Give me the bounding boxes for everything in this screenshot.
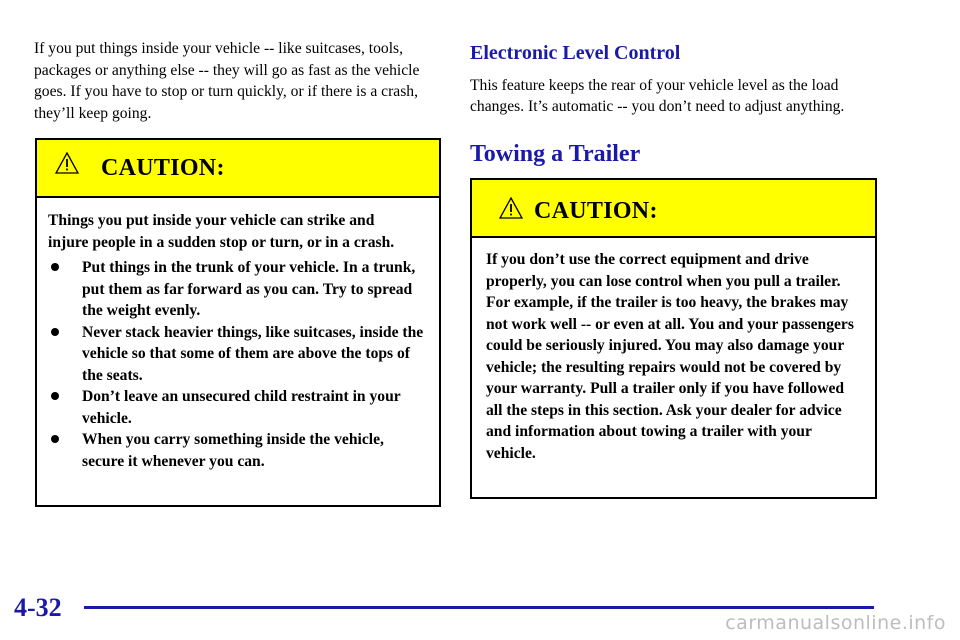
caution-bullet [48, 322, 429, 387]
caution-bullet-text: Don’t leave an unsecured child restraint in your vehicle. [82, 388, 401, 427]
caution-bullet-text: Put things in the trunk of your vehicle. In a trunk, put them as far forward as you can. Try to spread the weight evenly. [82, 259, 416, 319]
footer-divider [84, 606, 874, 609]
electronic-level-control-text: This feature keeps the rear of your vehicle level as the load changes. It’s automatic -- you don’t need to adjust anything. [470, 77, 845, 115]
section-heading-electronic-level-control: Electronic Level Control [470, 42, 681, 64]
caution-body [37, 198, 439, 472]
caution-bullet-text: Never stack heavier things, like suitcases, inside the vehicle so that some of them are above the tops of the seats. [82, 323, 424, 384]
bullet-icon [51, 328, 59, 336]
warning-triangle-icon [55, 152, 79, 174]
left-column [34, 38, 442, 124]
watermark: carmanualsonline.info [725, 612, 946, 634]
caution-bullet [48, 257, 429, 322]
towing-caution-box [470, 178, 877, 499]
caution-bullet [48, 429, 429, 472]
right-column [470, 42, 880, 117]
bullet-icon [51, 263, 59, 271]
intro-paragraph: If you put things inside your vehicle -- like suitcases, tools, packages or anything else -- they will go as fast as the vehicle goes. If you have to stop or turn quickly, or if there is a crash, they’ll keep going. [34, 40, 420, 122]
bullet-icon [51, 435, 59, 443]
warning-triangle-icon [499, 197, 523, 219]
caution-bullet-text: When you carry something inside the vehicle, secure it whenever you can. [82, 431, 384, 470]
caution-body [472, 238, 875, 464]
caution-lead: Things you put inside your vehicle can strike and injure people in a sudden stop or turn, or in a crash. [48, 212, 395, 251]
caution-text: If you don’t use the correct equipment and drive properly, you can lose control when you pull a trailer. For example, if the trailer is too heavy, the brakes may not work well -- or even at all. You and your passengers could be seriously injured. You may also damage your vehicle; the resulting repairs would not be covered by your warranty. Pull a trailer only if you have followed all the steps in this section. Ask your dealer for advice and information about towing a trailer with your vehicle. [486, 251, 854, 462]
page-number: 4-32 [14, 593, 62, 622]
caution-header [472, 180, 875, 238]
caution-header [37, 140, 439, 198]
caution-title: CAUTION: [534, 198, 658, 224]
caution-bullet [48, 386, 429, 429]
caution-title: CAUTION: [101, 155, 225, 181]
caution-bullet-list [48, 257, 429, 472]
bullet-icon [51, 392, 59, 400]
cargo-caution-box [35, 138, 441, 507]
section-heading-towing-a-trailer: Towing a Trailer [470, 141, 641, 167]
